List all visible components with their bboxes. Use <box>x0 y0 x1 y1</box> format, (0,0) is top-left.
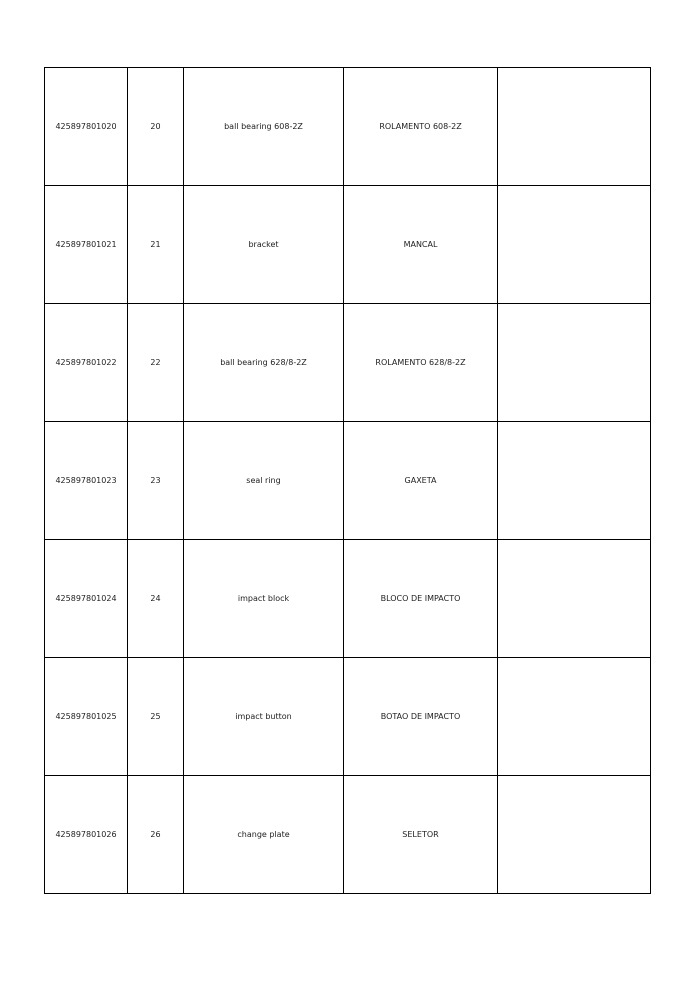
part-number-cell: 425897801020 <box>45 68 128 186</box>
notes-cell <box>498 68 651 186</box>
position-cell: 26 <box>128 776 184 894</box>
part-number-cell: 425897801022 <box>45 304 128 422</box>
description-en-cell: change plate <box>184 776 344 894</box>
part-number-cell: 425897801023 <box>45 422 128 540</box>
description-pt-cell: BOTAO DE IMPACTO <box>344 658 498 776</box>
part-number-cell: 425897801026 <box>45 776 128 894</box>
position-cell: 25 <box>128 658 184 776</box>
notes-cell <box>498 776 651 894</box>
notes-cell <box>498 186 651 304</box>
position-cell: 23 <box>128 422 184 540</box>
part-number-cell: 425897801024 <box>45 540 128 658</box>
position-cell: 24 <box>128 540 184 658</box>
table-row <box>45 186 651 304</box>
notes-cell <box>498 422 651 540</box>
part-number-cell: 425897801025 <box>45 658 128 776</box>
table-row <box>45 68 651 186</box>
description-pt-cell: MANCAL <box>344 186 498 304</box>
description-en-cell: ball bearing 628/8-2Z <box>184 304 344 422</box>
description-en-cell: seal ring <box>184 422 344 540</box>
position-cell: 21 <box>128 186 184 304</box>
table-row <box>45 776 651 894</box>
description-en-cell: ball bearing 608-2Z <box>184 68 344 186</box>
description-pt-cell: GAXETA <box>344 422 498 540</box>
table-row <box>45 422 651 540</box>
description-pt-cell: BLOCO DE IMPACTO <box>344 540 498 658</box>
notes-cell <box>498 304 651 422</box>
position-cell: 22 <box>128 304 184 422</box>
parts-table <box>44 67 651 894</box>
description-en-cell: impact button <box>184 658 344 776</box>
description-pt-cell: ROLAMENTO 628/8-2Z <box>344 304 498 422</box>
description-pt-cell: ROLAMENTO 608-2Z <box>344 68 498 186</box>
part-number-cell: 425897801021 <box>45 186 128 304</box>
table-row <box>45 540 651 658</box>
position-cell: 20 <box>128 68 184 186</box>
description-en-cell: impact block <box>184 540 344 658</box>
table-row <box>45 304 651 422</box>
table-row <box>45 658 651 776</box>
notes-cell <box>498 540 651 658</box>
notes-cell <box>498 658 651 776</box>
description-en-cell: bracket <box>184 186 344 304</box>
description-pt-cell: SELETOR <box>344 776 498 894</box>
